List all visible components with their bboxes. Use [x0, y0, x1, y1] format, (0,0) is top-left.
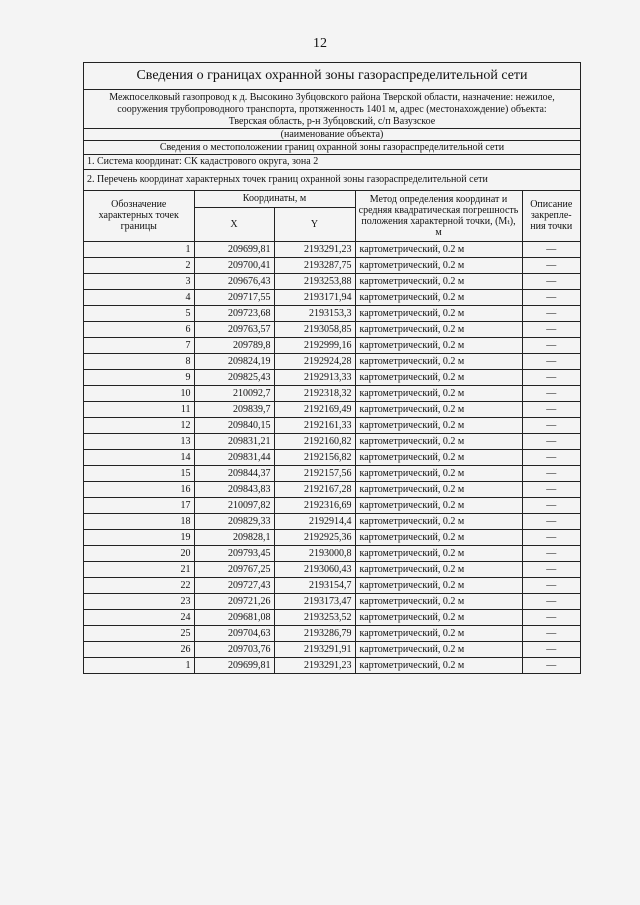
- table-row: [84, 481, 580, 497]
- fixation-description-cell: —: [522, 289, 580, 305]
- x-coordinate-cell: 209763,57: [194, 321, 274, 337]
- table-row: [84, 305, 580, 321]
- fixation-description-cell: —: [522, 641, 580, 657]
- point-number-cell: 25: [84, 625, 194, 641]
- x-coordinate-cell: 209699,81: [194, 657, 274, 673]
- x-coordinate-cell: 209839,7: [194, 401, 274, 417]
- y-coordinate-cell: 2192999,16: [274, 337, 355, 353]
- table-row: [84, 289, 580, 305]
- x-coordinate-cell: 209793,45: [194, 545, 274, 561]
- x-coordinate-cell: 209704,63: [194, 625, 274, 641]
- table-row: [84, 273, 580, 289]
- fixation-description-cell: —: [522, 609, 580, 625]
- table-row: [84, 433, 580, 449]
- table-row: [84, 449, 580, 465]
- header-method: Метод определения координат и средняя квадратическая погрешность положения характерной точки, (Mₜ), м: [355, 191, 522, 241]
- fixation-description-cell: —: [522, 481, 580, 497]
- method-cell: картометрический, 0.2 м: [355, 577, 522, 593]
- point-number-cell: 22: [84, 577, 194, 593]
- x-coordinate-cell: 209789,8: [194, 337, 274, 353]
- fixation-description-cell: —: [522, 241, 580, 257]
- table-row: [84, 417, 580, 433]
- x-coordinate-cell: 209723,68: [194, 305, 274, 321]
- method-cell: картометрический, 0.2 м: [355, 433, 522, 449]
- y-coordinate-cell: 2193253,52: [274, 609, 355, 625]
- point-number-cell: 12: [84, 417, 194, 433]
- point-number-cell: 16: [84, 481, 194, 497]
- x-coordinate-cell: 209767,25: [194, 561, 274, 577]
- table-row: [84, 321, 580, 337]
- y-coordinate-cell: 2192169,49: [274, 401, 355, 417]
- fixation-description-cell: —: [522, 593, 580, 609]
- object-description-line: Тверская область, р-н Зубцовский, с/п Вазузское: [228, 116, 436, 127]
- method-cell: картометрический, 0.2 м: [355, 481, 522, 497]
- fixation-description-cell: —: [522, 321, 580, 337]
- object-description-line: сооружения трубопроводного транспорта, протяженность 1401 м, адрес (местонахождение) объекта:: [117, 104, 547, 115]
- x-coordinate-cell: 209831,21: [194, 433, 274, 449]
- fixation-description-cell: —: [522, 305, 580, 321]
- y-coordinate-cell: 2192925,36: [274, 529, 355, 545]
- table-row: [84, 625, 580, 641]
- y-coordinate-cell: 2192914,4: [274, 513, 355, 529]
- x-coordinate-cell: 209681,08: [194, 609, 274, 625]
- object-caption: (наименование объекта): [84, 129, 580, 141]
- x-coordinate-cell: 209727,43: [194, 577, 274, 593]
- point-number-cell: 10: [84, 385, 194, 401]
- x-coordinate-cell: 209717,55: [194, 289, 274, 305]
- y-coordinate-cell: 2193060,43: [274, 561, 355, 577]
- table-row: [84, 593, 580, 609]
- point-number-cell: 26: [84, 641, 194, 657]
- point-number-cell: 23: [84, 593, 194, 609]
- method-cell: картометрический, 0.2 м: [355, 369, 522, 385]
- table-row: [84, 545, 580, 561]
- method-cell: картометрический, 0.2 м: [355, 417, 522, 433]
- point-number-cell: 18: [84, 513, 194, 529]
- document-title: Сведения о границах охранной зоны газораспределительной сети: [84, 63, 580, 90]
- method-cell: картометрический, 0.2 м: [355, 353, 522, 369]
- table-row: [84, 561, 580, 577]
- y-coordinate-cell: 2192156,82: [274, 449, 355, 465]
- header-x: X: [194, 207, 274, 241]
- point-number-cell: 1: [84, 241, 194, 257]
- x-coordinate-cell: 209843,83: [194, 481, 274, 497]
- fixation-description-cell: —: [522, 657, 580, 673]
- y-coordinate-cell: 2192167,28: [274, 481, 355, 497]
- table-row: [84, 497, 580, 513]
- method-cell: картометрический, 0.2 м: [355, 609, 522, 625]
- y-coordinate-cell: 2193253,88: [274, 273, 355, 289]
- fixation-description-cell: —: [522, 529, 580, 545]
- fixation-description-cell: —: [522, 577, 580, 593]
- fixation-description-cell: —: [522, 369, 580, 385]
- method-cell: картометрический, 0.2 м: [355, 529, 522, 545]
- fixation-description-cell: —: [522, 273, 580, 289]
- table-row: [84, 385, 580, 401]
- coord-system: 1. Система координат: СК кадастрового округа, зона 2: [84, 155, 580, 170]
- method-cell: картометрический, 0.2 м: [355, 321, 522, 337]
- y-coordinate-cell: 2192161,33: [274, 417, 355, 433]
- x-coordinate-cell: 209840,15: [194, 417, 274, 433]
- x-coordinate-cell: 209824,19: [194, 353, 274, 369]
- fixation-description-cell: —: [522, 353, 580, 369]
- point-number-cell: 6: [84, 321, 194, 337]
- point-number-cell: 21: [84, 561, 194, 577]
- method-cell: картометрический, 0.2 м: [355, 561, 522, 577]
- y-coordinate-cell: 2192318,32: [274, 385, 355, 401]
- fixation-description-cell: —: [522, 465, 580, 481]
- y-coordinate-cell: 2193153,3: [274, 305, 355, 321]
- table-row: [84, 369, 580, 385]
- table-row: [84, 529, 580, 545]
- table-row: [84, 657, 580, 673]
- header-point: Обозначение характерных точек границы: [84, 191, 194, 241]
- x-coordinate-cell: 209844,37: [194, 465, 274, 481]
- y-coordinate-cell: 2193000,8: [274, 545, 355, 561]
- method-cell: картометрический, 0.2 м: [355, 241, 522, 257]
- fixation-description-cell: —: [522, 257, 580, 273]
- x-coordinate-cell: 209825,43: [194, 369, 274, 385]
- y-coordinate-cell: 2193058,85: [274, 321, 355, 337]
- point-number-cell: 14: [84, 449, 194, 465]
- table-row: [84, 609, 580, 625]
- method-cell: картометрический, 0.2 м: [355, 257, 522, 273]
- fixation-description-cell: —: [522, 433, 580, 449]
- table-row: [84, 257, 580, 273]
- point-number-cell: 5: [84, 305, 194, 321]
- method-cell: картометрический, 0.2 м: [355, 641, 522, 657]
- fixation-description-cell: —: [522, 513, 580, 529]
- y-coordinate-cell: 2193154,7: [274, 577, 355, 593]
- x-coordinate-cell: 209699,81: [194, 241, 274, 257]
- y-coordinate-cell: 2193287,75: [274, 257, 355, 273]
- y-coordinate-cell: 2192157,56: [274, 465, 355, 481]
- fixation-description-cell: —: [522, 449, 580, 465]
- y-coordinate-cell: 2192924,28: [274, 353, 355, 369]
- table-row: [84, 401, 580, 417]
- method-cell: картометрический, 0.2 м: [355, 449, 522, 465]
- point-number-cell: 19: [84, 529, 194, 545]
- point-number-cell: 11: [84, 401, 194, 417]
- point-number-cell: 20: [84, 545, 194, 561]
- method-cell: картометрический, 0.2 м: [355, 273, 522, 289]
- x-coordinate-cell: 210092,7: [194, 385, 274, 401]
- table-row: [84, 241, 580, 257]
- page-number: 12: [313, 36, 327, 51]
- fixation-description-cell: —: [522, 545, 580, 561]
- header-y: Y: [274, 207, 355, 241]
- fixation-description-cell: —: [522, 561, 580, 577]
- fixation-description-cell: —: [522, 337, 580, 353]
- fixation-description-cell: —: [522, 385, 580, 401]
- header-coords: Координаты, м: [194, 191, 355, 207]
- method-cell: картометрический, 0.2 м: [355, 465, 522, 481]
- x-coordinate-cell: 209703,76: [194, 641, 274, 657]
- x-coordinate-cell: 209829,33: [194, 513, 274, 529]
- x-coordinate-cell: 209721,26: [194, 593, 274, 609]
- y-coordinate-cell: 2193173,47: [274, 593, 355, 609]
- method-cell: картометрический, 0.2 м: [355, 305, 522, 321]
- point-number-cell: 4: [84, 289, 194, 305]
- y-coordinate-cell: 2192913,33: [274, 369, 355, 385]
- method-cell: картометрический, 0.2 м: [355, 385, 522, 401]
- method-cell: картометрический, 0.2 м: [355, 593, 522, 609]
- object-description: [84, 90, 580, 129]
- point-number-cell: 9: [84, 369, 194, 385]
- y-coordinate-cell: 2193291,91: [274, 641, 355, 657]
- x-coordinate-cell: 209700,41: [194, 257, 274, 273]
- y-coordinate-cell: 2193286,79: [274, 625, 355, 641]
- point-number-cell: 24: [84, 609, 194, 625]
- method-cell: картометрический, 0.2 м: [355, 401, 522, 417]
- table-row: [84, 641, 580, 657]
- point-number-cell: 7: [84, 337, 194, 353]
- x-coordinate-cell: 209828,1: [194, 529, 274, 545]
- fixation-description-cell: —: [522, 401, 580, 417]
- y-coordinate-cell: 2192316,69: [274, 497, 355, 513]
- y-coordinate-cell: 2193291,23: [274, 657, 355, 673]
- point-number-cell: 3: [84, 273, 194, 289]
- point-number-cell: 15: [84, 465, 194, 481]
- x-coordinate-cell: 209676,43: [194, 273, 274, 289]
- method-cell: картометрический, 0.2 м: [355, 289, 522, 305]
- table-row: [84, 577, 580, 593]
- method-cell: картометрический, 0.2 м: [355, 513, 522, 529]
- method-cell: картометрический, 0.2 м: [355, 625, 522, 641]
- object-description-line: Межпоселковый газопровод к д. Высокино Зубцовского района Тверской области, назначение: нежилое,: [109, 92, 555, 103]
- boundary-info-frame: [83, 62, 581, 674]
- table-row: [84, 513, 580, 529]
- point-number-cell: 2: [84, 257, 194, 273]
- method-cell: картометрический, 0.2 м: [355, 337, 522, 353]
- fixation-description-cell: —: [522, 497, 580, 513]
- y-coordinate-cell: 2193291,23: [274, 241, 355, 257]
- method-cell: картометрический, 0.2 м: [355, 657, 522, 673]
- fixation-description-cell: —: [522, 417, 580, 433]
- point-number-cell: 13: [84, 433, 194, 449]
- points-list-header: 2. Перечень координат характерных точек границ охранной зоны газораспределительной сети: [84, 170, 580, 191]
- point-number-cell: 1: [84, 657, 194, 673]
- fixation-description-cell: —: [522, 625, 580, 641]
- x-coordinate-cell: 210097,82: [194, 497, 274, 513]
- location-header: Сведения о местоположении границ охранной зоны газораспределительной сети: [84, 141, 580, 155]
- point-number-cell: 17: [84, 497, 194, 513]
- x-coordinate-cell: 209831,44: [194, 449, 274, 465]
- method-cell: картометрический, 0.2 м: [355, 545, 522, 561]
- y-coordinate-cell: 2192160,82: [274, 433, 355, 449]
- coordinates-table: [84, 191, 580, 673]
- method-cell: картометрический, 0.2 м: [355, 497, 522, 513]
- header-description: Описание закрепле-ния точки: [522, 191, 580, 241]
- point-number-cell: 8: [84, 353, 194, 369]
- table-row: [84, 465, 580, 481]
- table-row: [84, 353, 580, 369]
- table-row: [84, 337, 580, 353]
- y-coordinate-cell: 2193171,94: [274, 289, 355, 305]
